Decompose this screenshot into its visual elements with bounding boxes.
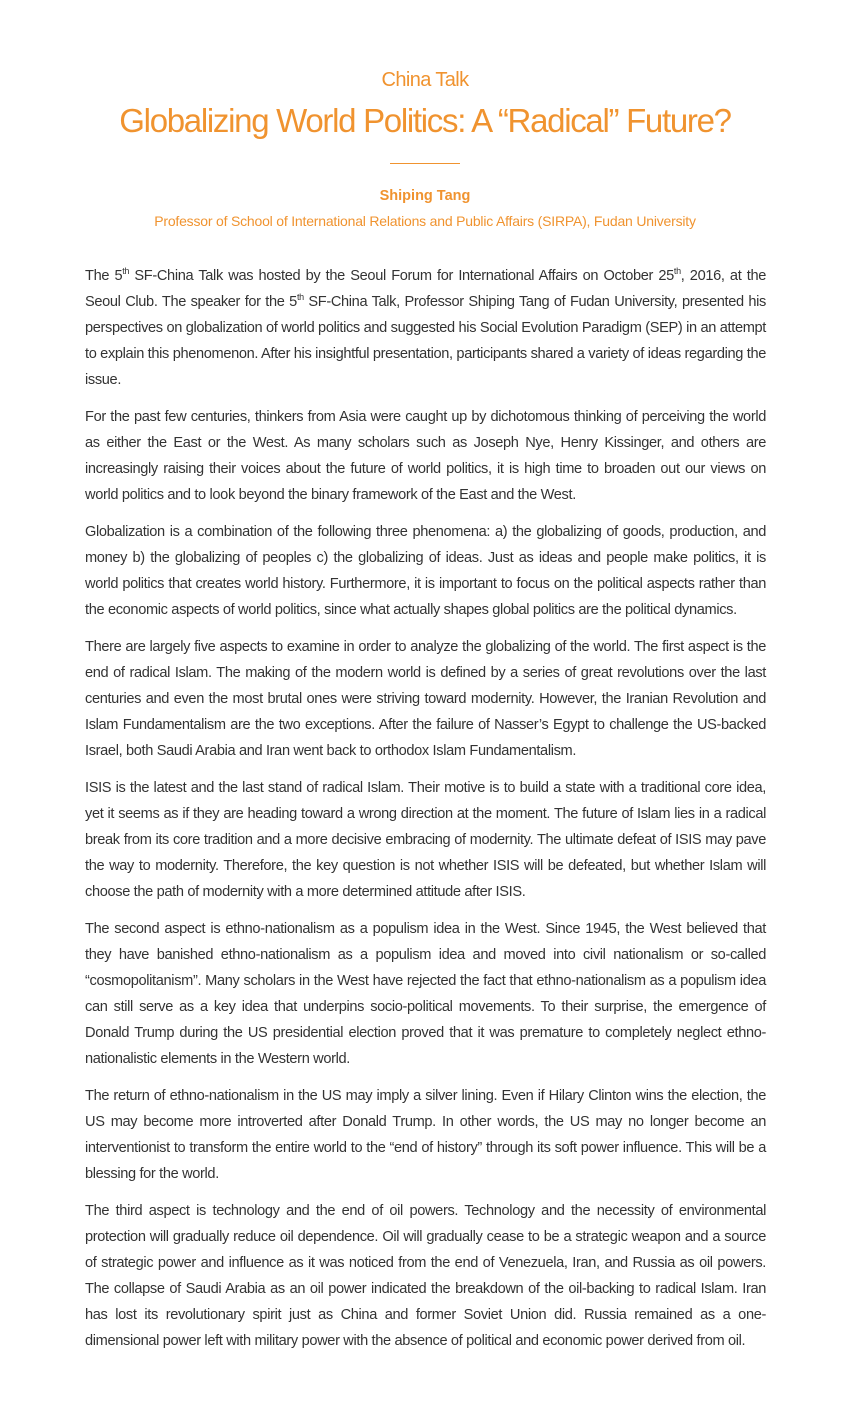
paragraph-isis: ISIS is the latest and the last stand of radical Islam. Their motive is to build a state with a traditional core idea, yet it seems as if they are heading toward a wrong direction at the moment. The future of Islam lies in a radical break from its core tradition and a more decisive embracing of modernity. The ultimate defeat of ISIS may pave the way to modernity. Therefore, the key question is not whether ISIS will be defeated, but whether Islam will choose the path of modernity with a more determined attitude after ISIS. (85, 780, 766, 900)
series-label: China Talk (381, 69, 469, 91)
paragraph-intro (85, 263, 766, 393)
title-divider (390, 163, 460, 164)
paragraph-oil-powers: The third aspect is technology and the end of oil powers. Technology and the necessity of environmental protection will gradually reduce oil dependence. Oil will gradually cease to be a strategic weapon and a source of strategic power and influence as it was noticed from the end of Venezuela, Iran, and Russia as oil powers. The collapse of Saudi Arabia as an oil power indicated the breakdown of the oil-backing to radical Islam. Iran has lost its revolutionary spirit just as China and former Soviet Union did. Russia remained as a one-dimensional power left with military power with the absence of political and economic power derived from oil. (85, 1203, 766, 1349)
ordinal-suffix: th (296, 292, 304, 303)
article-title: Globalizing World Politics: A “Radical” Future? (119, 102, 731, 139)
paragraph-globalization-definition: Globalization is a combination of the following three phenomena: a) the globalizing of goods, production, and money b) the globalizing of peoples c) the globalizing of ideas. Just as ideas and people make politics, it is world politics that creates world history. Furthermore, it is important to focus on the political aspects rather than the economic aspects of world politics, since what actually shapes global politics are the political dynamics. (85, 524, 766, 618)
intro-text-3: , 2016, at the Seoul Club. The speaker for the 5 (85, 268, 767, 310)
paragraph-silver-lining: The return of ethno-nationalism in the US may imply a silver lining. Even if Hilary Clinton wins the election, the US may become more introverted after Donald Trump. In other words, the US may no longer become an interventionist to transform the entire world to the “end of history” through its soft power influence. This will be a blessing for the world. (85, 1088, 766, 1182)
article-header (0, 66, 850, 231)
ordinal-suffix: th (673, 266, 681, 277)
article-body (85, 263, 766, 1365)
author-name: Shiping Tang (379, 188, 471, 204)
intro-text-1: The 5 (85, 268, 123, 284)
intro-text-4: SF-China Talk, Professor Shiping Tang of Fudan University, presented his perspectives on globalization of world politics and suggested his Social Evolution Paradigm (SEP) in an attempt to explain this phenomenon. After his insightful presentation, participants shared a variety of ideas regarding the issue. (85, 294, 766, 388)
author-affiliation: Professor of School of International Relations and Public Affairs (SIRPA), Fudan University (154, 213, 696, 229)
paragraph-radical-islam: There are largely five aspects to examine in order to analyze the globalizing of the world. The first aspect is the end of radical Islam. The making of the modern world is defined by a series of great revolutions over the last centuries and even the most brutal ones were striving toward modernity. However, the Iranian Revolution and Islam Fundamentalism are the two exceptions. After the failure of Nasser’s Egypt to challenge the US-backed Israel, both Saudi Arabia and Iran went back to orthodox Islam Fundamentalism. (85, 639, 766, 759)
paragraph-ethno-nationalism: The second aspect is ethno-nationalism as a populism idea in the West. Since 1945, the West believed that they have banished ethno-nationalism as a populism idea and moved into civil nationalism or so-called “cosmopolitanism”. Many scholars in the West have rejected the fact that ethno-nationalism as a populism idea can still serve as a key idea that underpins socio-political movements. To their surprise, the emergence of Donald Trump during the US presidential election proved that it was premature to completely neglect ethno-nationalistic elements in the Western world. (85, 921, 766, 1067)
paragraph-east-west: For the past few centuries, thinkers from Asia were caught up by dichotomous thinking of perceiving the world as either the East or the West. As many scholars such as Joseph Nye, Henry Kissinger, and others are increasingly raising their voices about the future of world politics, it is high time to broaden out our views on world politics and to look beyond the binary framework of the East and the West. (85, 409, 766, 503)
intro-text-2: SF-China Talk was hosted by the Seoul Forum for International Affairs on October 25 (129, 268, 674, 284)
ordinal-suffix: th (122, 266, 130, 277)
